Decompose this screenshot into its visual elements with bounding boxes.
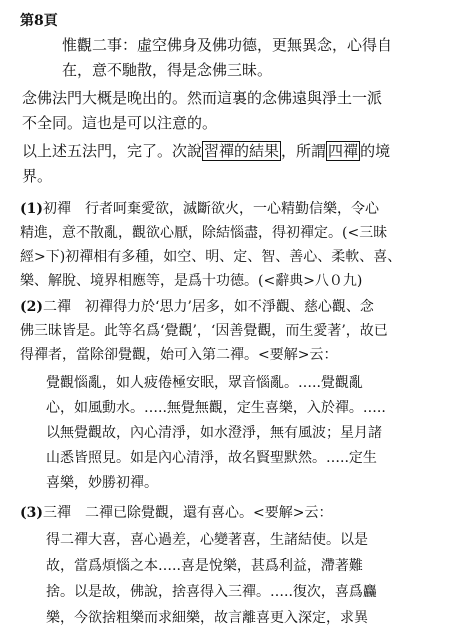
quote-line: 喜樂，妙勝初禪。 — [46, 475, 158, 491]
section-number: (3) — [20, 505, 43, 521]
text-segment: 初禪 行者呵棄愛欲，滅斷欲火，一心精勤信樂，令心 — [43, 201, 379, 217]
quote-line: 山悉皆照見。如是內心清淨，故名賢聖默然。…..定生 — [46, 450, 377, 466]
body-line: 佛三昧皆是。此等名爲‘覺觀’，‘因善覺觀，而生愛著’，故已 — [20, 323, 388, 339]
body-line — [22, 141, 390, 161]
quote-line: 得二禪大喜，喜心過差，心變著喜，生諸結使。以是 — [46, 532, 368, 548]
quote-line: 以無覺觀故，內心清淨，如水澄淨，無有風波；星月諸 — [46, 425, 382, 441]
quote-line: 樂，今欲捨粗樂而求細樂，故言離喜更入深定，求異 — [46, 610, 368, 626]
page-header: 第8頁 — [20, 13, 58, 29]
section-heading-line — [20, 199, 379, 219]
body-line: 念佛法門大概是晚出的。然而這裏的念佛遠與淨土一派 — [22, 89, 383, 107]
quote-line: 惟觀二事：虛空佛身及佛功德，更無異念，心得自 — [62, 36, 393, 54]
body-line: 樂、解脫、境界相應等，是爲十功德。(<辭典>八０九) — [20, 273, 363, 289]
section-number: (1) — [20, 201, 43, 217]
boxed-term: 四禪 — [328, 142, 359, 160]
quote-line: 在，意不馳散，得是念佛三昧。 — [62, 61, 273, 79]
text-segment: 以上述五法門，完了。次說 — [22, 142, 203, 160]
quote-line: 捨。以是故，佛說，捨喜得入三禪。…..復次，喜爲麤 — [46, 584, 377, 600]
boxed-term: 習禪的結果 — [204, 142, 280, 160]
body-line: 經>下)初禪相有多種，如空、明、定、智、善心、柔軟、喜、 — [20, 249, 402, 265]
text-segment: 三禪 二禪已除覺觀，還有喜心。<要解>云： — [43, 505, 333, 521]
text-segment: 的境 — [360, 142, 391, 160]
text-segment: 二禪 初禪得力於‘思力’居多，如不淨觀、慈心觀、念 — [43, 299, 374, 315]
quote-line: 心，如風動水。…..無覺無觀，定生喜樂，入於禪。….. — [46, 400, 386, 416]
text-segment: ，所謂 — [281, 142, 327, 160]
body-line: 不全同。這也是可以注意的。 — [22, 114, 218, 132]
section-heading-line — [20, 503, 332, 523]
quote-line: 覺觀惱亂，如人疲倦極安眠，眾音惱亂。…..覺觀亂 — [46, 375, 363, 391]
body-line: 得禪者，當除卻覺觀，始可入第二禪。<要解>云： — [20, 347, 338, 363]
body-line: 精進，意不散亂，觀欲心厭，除結惱盡，得初禪定。(<三昧 — [20, 225, 388, 241]
section-number: (2) — [20, 299, 43, 315]
body-line: 界。 — [22, 167, 53, 185]
section-heading-line — [20, 297, 374, 317]
quote-line: 故，當爲煩惱之本…..喜是悅樂，甚爲利益，滯著難 — [46, 558, 363, 574]
